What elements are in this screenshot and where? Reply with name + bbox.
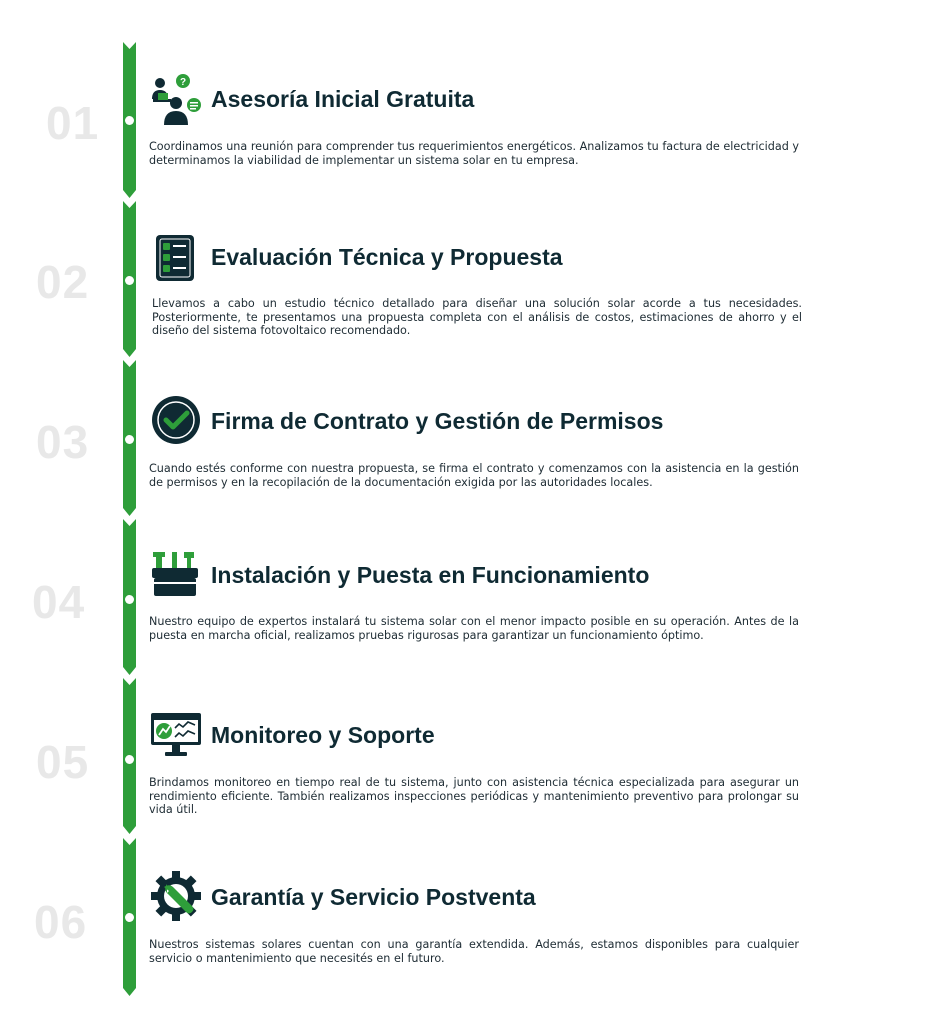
checklist-icon xyxy=(150,232,202,284)
step-title: Monitoreo y Soporte xyxy=(211,722,435,748)
consultation-person-icon xyxy=(150,73,202,125)
timeline-dot xyxy=(125,435,134,444)
timeline-dot xyxy=(125,116,134,125)
step-number: 05 xyxy=(36,736,90,788)
monitor-chart-icon xyxy=(150,710,202,762)
step-title: Firma de Contrato y Gestión de Permisos xyxy=(211,408,664,434)
step-description: Coordinamos una reunión para comprender tus requerimientos energéticos. Analizamos tu factura de electricidad y determinamos la viabilidad de implementar un sistema solar en tu empresa. xyxy=(149,140,799,167)
step-description: Nuestro equipo de expertos instalará tu sistema solar con el menor impacto posible en su operación. Antes de la puesta en marcha oficial, realizamos pruebas rigurosas para garantizar un funcionamiento óptimo. xyxy=(149,615,799,642)
step-title: Evaluación Técnica y Propuesta xyxy=(211,244,563,270)
step-description: Llevamos a cabo un estudio técnico detallado para diseñar una solución solar acorde a tus necesidades. Posteriormente, te presentamos una propuesta completa con el análisis de costos, estimaciones de ahorro y el diseño del sistema fotovoltaico recomendado. xyxy=(152,297,802,338)
step-description: Nuestros sistemas solares cuentan con una garantía extendida. Además, estamos disponibles para cualquier servicio o mantenimiento que necesités en el futuro. xyxy=(149,938,799,965)
step-title: Asesoría Inicial Gratuita xyxy=(211,86,475,112)
step-description: Brindamos monitoreo en tiempo real de tu sistema, junto con asistencia técnica especializada para asegurar un rendimiento eficiente. También realizamos inspecciones periódicas y mantenimiento preventivo para prolongar su vida útil. xyxy=(149,776,799,817)
toolbox-icon xyxy=(150,550,202,602)
step-title: Instalación y Puesta en Funcionamiento xyxy=(211,562,650,588)
timeline-dot xyxy=(125,276,134,285)
gear-wrench-icon xyxy=(150,870,202,922)
svg-text:?: ? xyxy=(179,77,187,88)
timeline-dot xyxy=(125,755,134,764)
timeline-dot xyxy=(125,595,134,604)
step-title: Garantía y Servicio Postventa xyxy=(211,884,536,910)
step-number: 02 xyxy=(36,256,90,308)
check-badge-icon xyxy=(150,394,202,446)
timeline-dot xyxy=(125,913,134,922)
step-number: 04 xyxy=(32,576,86,628)
step-number: 06 xyxy=(34,896,88,948)
step-description: Cuando estés conforme con nuestra propuesta, se firma el contrato y comenzamos con la asistencia en la gestión de permisos y en la recopilación de la documentación exigida por las autoridades locales. xyxy=(149,462,799,489)
step-number: 03 xyxy=(36,416,90,468)
step-number: 01 xyxy=(46,97,100,149)
